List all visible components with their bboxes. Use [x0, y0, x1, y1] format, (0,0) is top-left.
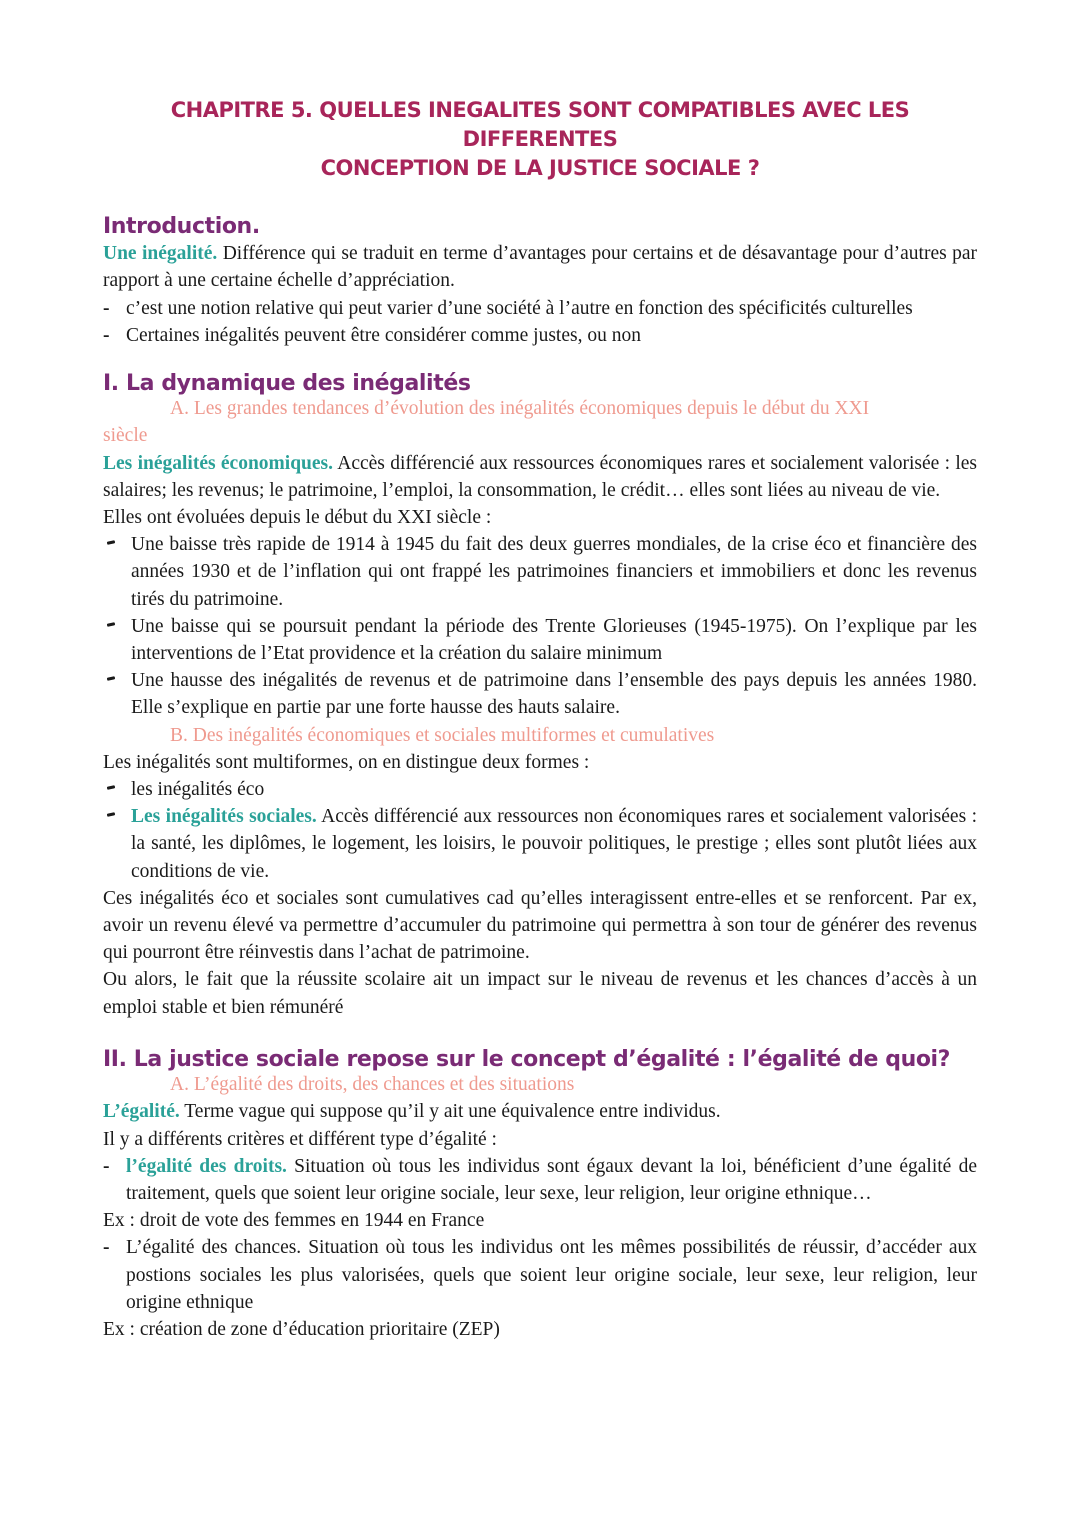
section-2-heading: II. La justice sociale repose sur le concept d’égalité : l’égalité de quoi?	[103, 1046, 951, 1072]
inegalites-sociales-term: Les inégalités sociales.	[131, 806, 317, 828]
egalite-droits-bullet	[103, 1153, 977, 1207]
chapter-title-line-2: CONCEPTION DE LA JUSTICE SOCIALE ?	[320, 156, 760, 180]
document-body	[103, 96, 977, 1343]
section-1a-title: A. Les grandes tendances d’évolution des inégalités économiques depuis le début du XXI	[170, 398, 870, 420]
egalite-term: L’égalité.	[103, 1101, 180, 1123]
criteres-intro-line: Il y a différents critères et différent type d’égalité :	[103, 1128, 497, 1150]
evolution-bullet-3: Une hausse des inégalités de revenus et de patrimoine dans l’ensemble des pays depuis les années 1980. Elle s’explique en partie par une forte hausse des hauts salaire.	[103, 667, 977, 721]
chapter-title-line-1: CHAPITRE 5. QUELLES INEGALITES SONT COMPATIBLES AVEC LES DIFFERENTES	[170, 98, 910, 151]
intro-bullet-list	[103, 295, 977, 349]
egalite-chances-list	[103, 1234, 977, 1316]
multiformes-bullet-1: les inégalités éco	[103, 776, 977, 803]
evolution-bullet-2: Une baisse qui se poursuit pendant la période des Trente Glorieuses (1945-1975). On l’explique par les interventions de l’Etat providence et la création du salaire minimum	[103, 613, 977, 667]
example-zep: Ex : création de zone d’éducation prioritaire (ZEP)	[103, 1318, 500, 1340]
section-1-heading: I. La dynamique des inégalités	[103, 371, 471, 397]
section-2a-title: A. L’égalité des droits, des chances et des situations	[170, 1074, 575, 1096]
egalite-chances-bullet: - L’égalité des chances. Situation où tous les individus ont les mêmes possibilités de réussir, d’accéder aux postions sociales les plus valorisées, quels que soient leur origine sociale, leur sexe, leur religion, leur origine ethnique	[103, 1234, 977, 1316]
section-1a-title-continued: siècle	[103, 425, 148, 447]
evolution-intro-line: Elles ont évoluées depuis le début du XXI siècle :	[103, 507, 492, 529]
example-droit-de-vote: Ex : droit de vote des femmes en 1944 en France	[103, 1210, 485, 1232]
inegalites-sociales-text: Accès différencié aux ressources non économiques rares et socialement valorisées : la santé, les diplômes, le logement, les loisirs, le pouvoir politiques, le prestige ; elles sont plutôt liées aux conditions de vie.	[131, 806, 977, 882]
egalite-definition-text: Terme vague qui suppose qu’il y ait une équivalence entre individus.	[179, 1101, 721, 1123]
egalite-definition	[103, 1098, 977, 1125]
reussite-scolaire-paragraph: Ou alors, le fait que la réussite scolaire ait un impact sur le niveau de revenus et les chances d’accès à un emploi stable et bien rémunéré	[103, 969, 977, 1018]
intro-bullet-1: - c’est une notion relative qui peut varier d’une société à l’autre en fonction des spécificités culturelles	[103, 295, 977, 322]
chapter-title	[103, 96, 977, 183]
inegalites-economiques-text: Accès différencié aux ressources économiques rares et socialement valorisée : les salaires; les revenus; le patrimoine, l’emploi, la consommation, le crédit… elles sont liées au niveau de vie.	[103, 452, 977, 501]
introduction-heading: Introduction.	[103, 214, 260, 239]
multiformes-bullet-list	[103, 776, 977, 885]
multiformes-bullet-2	[103, 803, 977, 885]
inegalites-economiques-definition	[103, 450, 977, 504]
egalite-droits-list	[103, 1153, 977, 1207]
evolution-bullet-list	[103, 531, 977, 721]
inegalite-term: Une inégalité.	[103, 243, 218, 265]
inegalites-economiques-term: Les inégalités économiques.	[103, 452, 334, 474]
cumulatives-paragraph: Ces inégalités éco et sociales sont cumulatives cad qu’elles interagissent entre-elles et se renforcent. Par ex, avoir un revenu élevé va permettre d’accumuler du patrimoine qui permettra à son tour de générer des revenus qui pourront être réinvestis dans l’achat de patrimoine.	[103, 887, 977, 964]
inegalite-definition	[103, 240, 977, 294]
egalite-droits-term: l’égalité des droits.	[126, 1155, 287, 1177]
inegalite-definition-text: Différence qui se traduit en terme d’avantages pour certains et de désavantage pour d’autres par rapport à une certaine échelle d’appréciation.	[103, 243, 978, 292]
egalite-droits-text: Situation où tous les individus sont égaux devant la loi, bénéficient d’une égalité de traitement, quels que soient leur origine sociale, leur sexe, leur religion, leur origine ethnique…	[126, 1155, 977, 1204]
intro-bullet-2: - Certaines inégalités peuvent être considérer comme justes, ou non	[103, 322, 977, 349]
section-1b-title: B. Des inégalités économiques et sociales multiformes et cumulatives	[170, 724, 715, 746]
multiformes-intro-line: Les inégalités sont multiformes, on en distingue deux formes :	[103, 751, 590, 773]
evolution-bullet-1: Une baisse très rapide de 1914 à 1945 du fait des deux guerres mondiales, de la crise éco et financière des années 1930 et de l’inflation qui ont frappé les patrimoines financiers et immobiliers et donc les revenus tirés du patrimoine.	[103, 531, 977, 613]
